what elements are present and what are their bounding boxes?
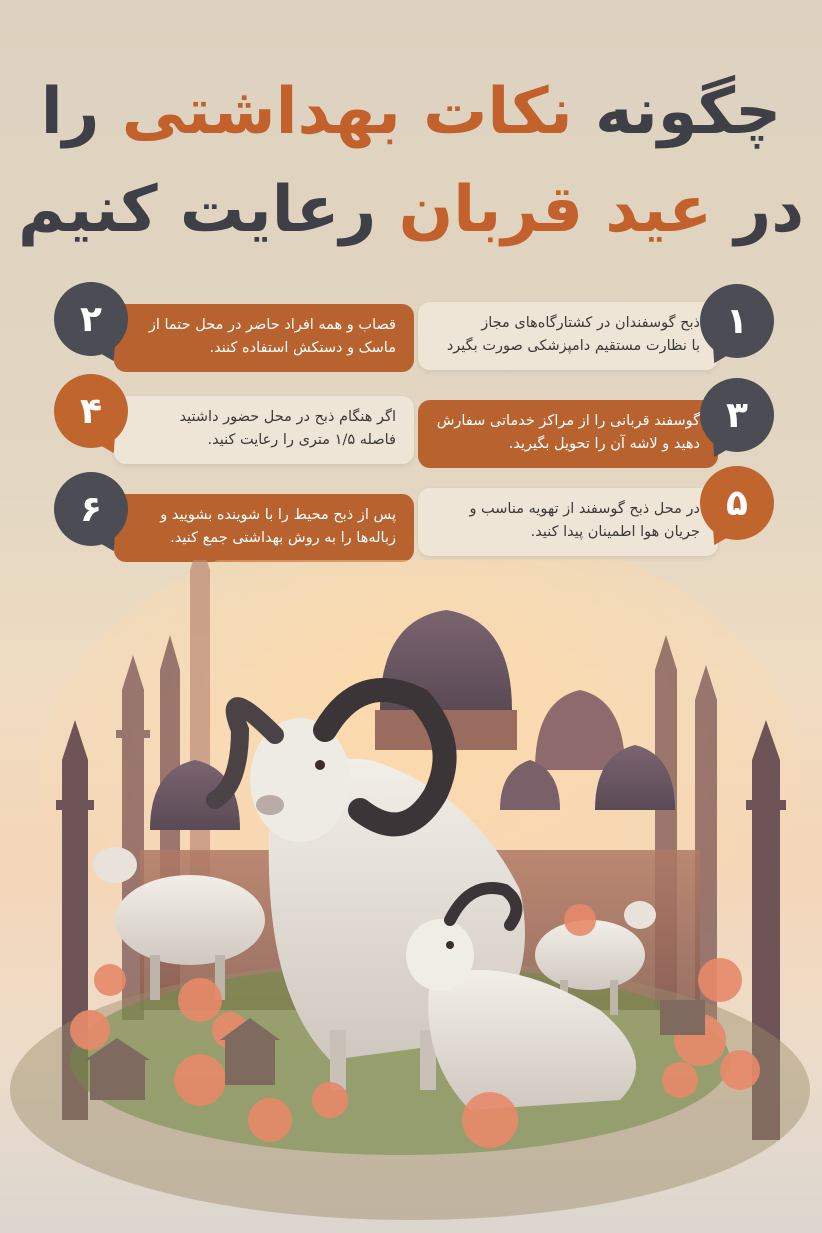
tip-3-number: ۳ (726, 394, 748, 436)
tip-5-line-2: جریان هوا اطمینان پیدا کنید. (530, 524, 700, 540)
tip-4-bubble (114, 396, 414, 464)
tip-1-number-badge (700, 284, 774, 358)
title-text: را (40, 75, 122, 149)
title-line-2 (0, 170, 822, 250)
tip-2-number-badge (54, 282, 128, 356)
tip-4-number: ۴ (80, 390, 102, 432)
tip-2-line-1: قصاب و همه افراد حاضر در محل حتما از (148, 317, 396, 333)
tip-5-line-1: در محل ذبح گوسفند از تهویه مناسب و (469, 501, 700, 517)
tip-5-bubble (418, 488, 718, 556)
tip-5 (418, 482, 778, 568)
tip-5-number-badge (700, 466, 774, 540)
title-accent-text: عید قربان (398, 173, 713, 247)
tip-5-number: ۵ (726, 482, 748, 524)
tip-3-line-2: دهید و لاشه آن را تحویل بگیرید. (508, 436, 700, 452)
title-line-1 (0, 72, 822, 152)
tip-6-number-badge (54, 472, 128, 546)
tip-3-line-1: گوسفند قربانی را از مراکز خدماتی سفارش (436, 413, 700, 429)
tip-2-bubble (114, 304, 414, 372)
tip-1 (418, 302, 778, 382)
tip-4 (54, 390, 414, 476)
tip-6-number: ۶ (80, 488, 102, 530)
tip-4-line-2: فاصله ۱/۵ متری را رعایت کنید. (207, 432, 396, 448)
tip-6-line-1: پس از ذبح محیط را با شوینده بشویید و (160, 507, 396, 523)
tip-2-number: ۲ (80, 298, 102, 340)
tip-3-number-badge (700, 378, 774, 452)
tip-6-bubble (114, 494, 414, 562)
tip-3-bubble (418, 400, 718, 468)
tip-1-number: ۱ (726, 300, 748, 342)
title-text: چگونه (572, 75, 782, 149)
eid-illustration (0, 560, 822, 1233)
tip-1-bubble (418, 302, 718, 370)
tip-4-line-1: اگر هنگام ذبح در محل حضور داشتید (179, 409, 396, 425)
title-text: در (712, 173, 805, 247)
tip-6-line-2: زباله‌ها را به روش بهداشتی جمع کنید. (170, 530, 396, 546)
tip-1-line-1: ذبح گوسفندان در کشتارگاه‌های مجاز (481, 315, 700, 331)
title-text: رعایت کنیم (17, 173, 399, 247)
tip-2-line-2: ماسک و دستکش استفاده کنند. (209, 340, 396, 356)
tip-2 (54, 298, 414, 384)
tip-4-number-badge (54, 374, 128, 448)
title-accent-text: نکات بهداشتی (121, 75, 573, 149)
tip-1-line-2: با نظارت مستقیم دامپزشکی صورت بگیرد (446, 338, 700, 354)
